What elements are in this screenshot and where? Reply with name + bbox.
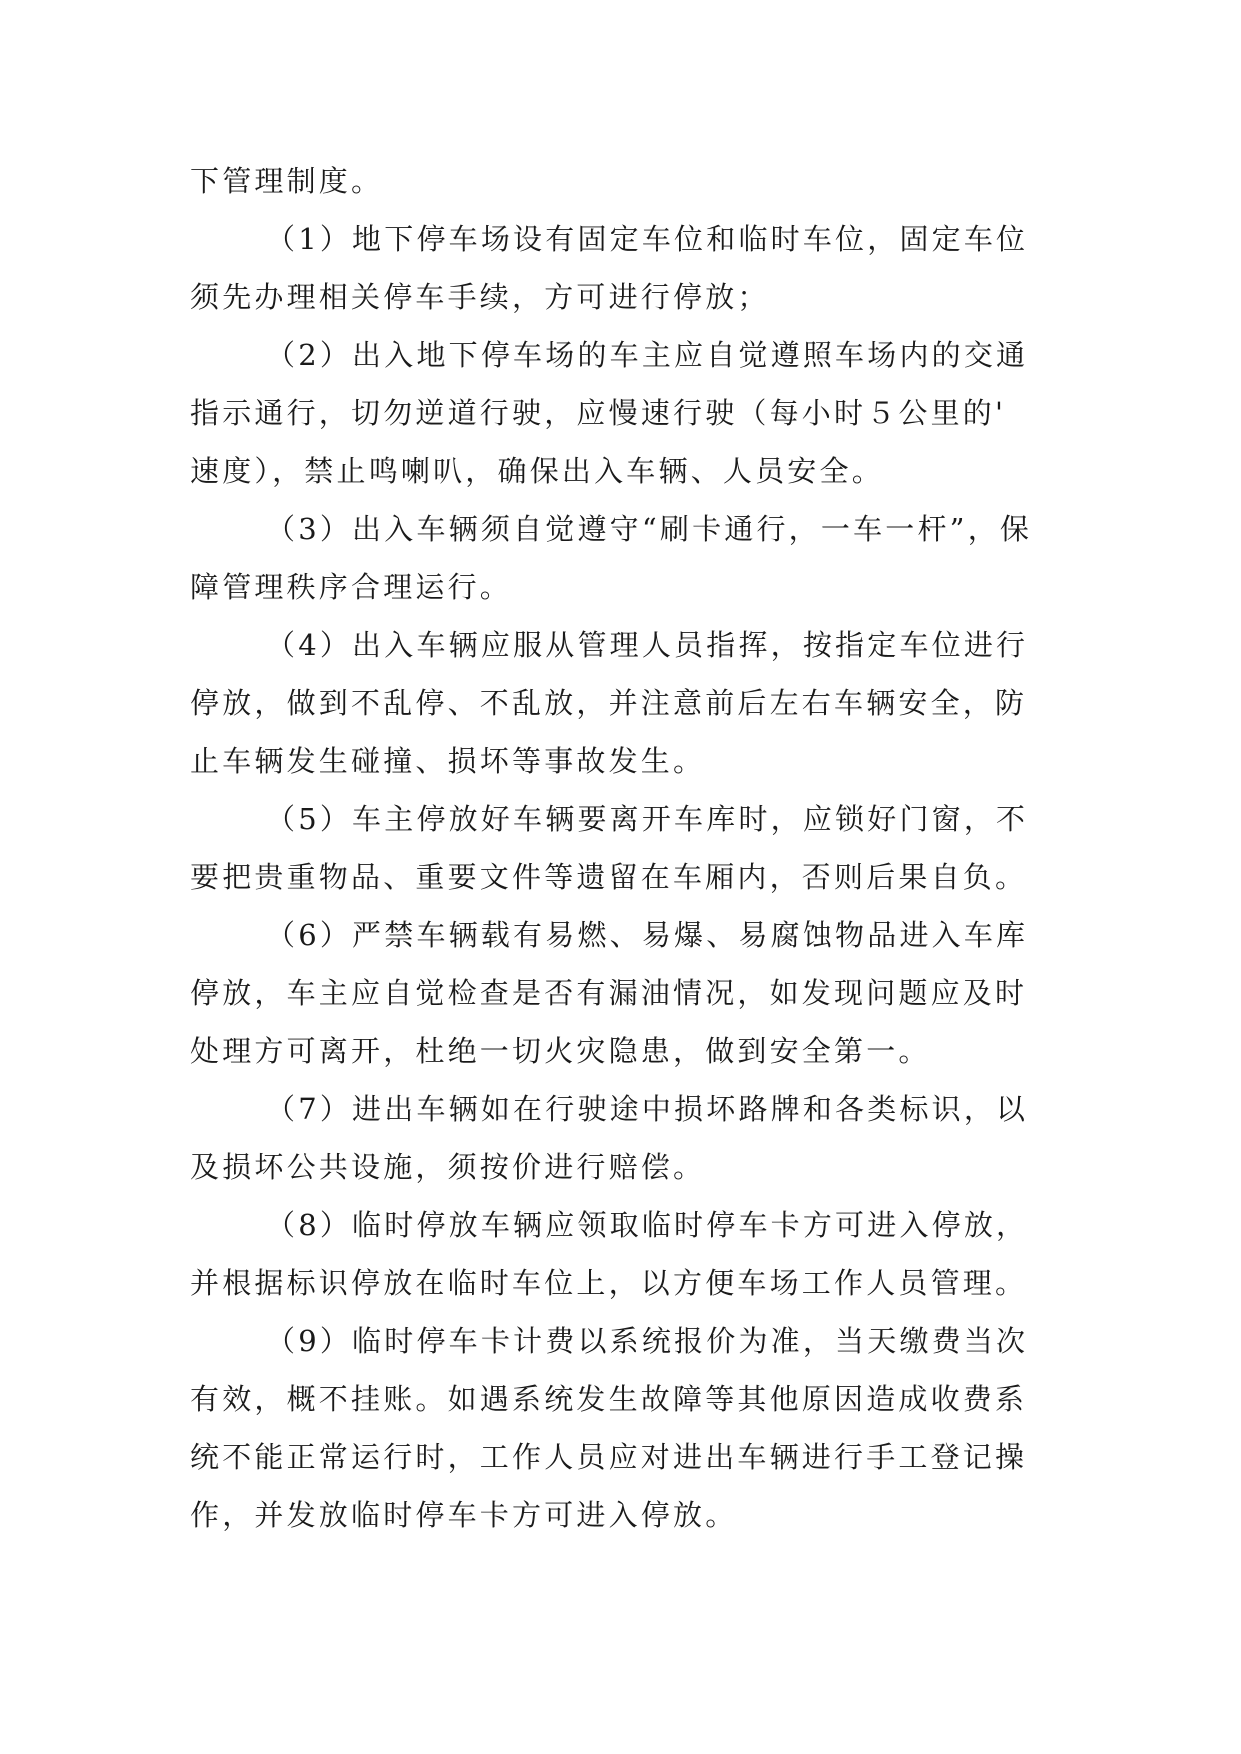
text-line: （6）严禁车辆载有易燃、易爆、易腐蚀物品进入车库 [266, 918, 1029, 952]
text-line: （5）车主停放好车辆要离开车库时，应锁好门窗，不 [266, 802, 1029, 836]
text-line: 止车辆发生碰撞、损坏等事故发生。 [190, 744, 706, 778]
text-line: 指示通行，切勿逆道行驶，应慢速行驶（每小时５公里的' [190, 396, 1007, 430]
text-line: （3）出入车辆须自觉遵守“刷卡通行，一车一杆”，保 [266, 512, 1033, 546]
text-line: 作，并发放临时停车卡方可进入停放。 [190, 1498, 738, 1532]
text-line: 及损坏公共设施，须按价进行赔偿。 [190, 1150, 706, 1184]
text-line: 须先办理相关停车手续，方可进行停放； [190, 280, 770, 314]
text-line: 速度），禁止鸣喇叭，确保出入车辆、人员安全。 [190, 454, 884, 488]
text-line: 停放，做到不乱停、不乱放，并注意前后左右车辆安全，防 [190, 686, 1028, 720]
text-line: （8）临时停放车辆应领取临时停车卡方可进入停放， [266, 1208, 1029, 1242]
text-line: 有效，概不挂账。如遇系统发生故障等其他原因造成收费系 [190, 1382, 1028, 1416]
text-line: 停放，车主应自觉检查是否有漏油情况，如发现问题应及时 [190, 976, 1028, 1010]
text-line: 障管理秩序合理运行。 [190, 570, 513, 604]
text-line: （9）临时停车卡计费以系统报价为准，当天缴费当次 [266, 1324, 1029, 1358]
text-line: 并根据标识停放在临时车位上，以方便车场工作人员管理。 [190, 1266, 1028, 1300]
text-line: 要把贵重物品、重要文件等遗留在车厢内，否则后果自负。 [190, 860, 1028, 894]
text-line: （7）进出车辆如在行驶途中损坏路牌和各类标识，以 [266, 1092, 1029, 1126]
body-text [190, 152, 1070, 1544]
text-line: 处理方可离开，杜绝一切火灾隐患，做到安全第一。 [190, 1034, 931, 1068]
text-line: 下管理制度。 [190, 164, 384, 198]
text-line: （1）地下停车场设有固定车位和临时车位，固定车位 [266, 222, 1029, 256]
text-line: （2）出入地下停车场的车主应自觉遵照车场内的交通 [266, 338, 1029, 372]
text-line: 统不能正常运行时，工作人员应对进出车辆进行手工登记操 [190, 1440, 1028, 1474]
text-line: （4）出入车辆应服从管理人员指挥，按指定车位进行 [266, 628, 1029, 662]
